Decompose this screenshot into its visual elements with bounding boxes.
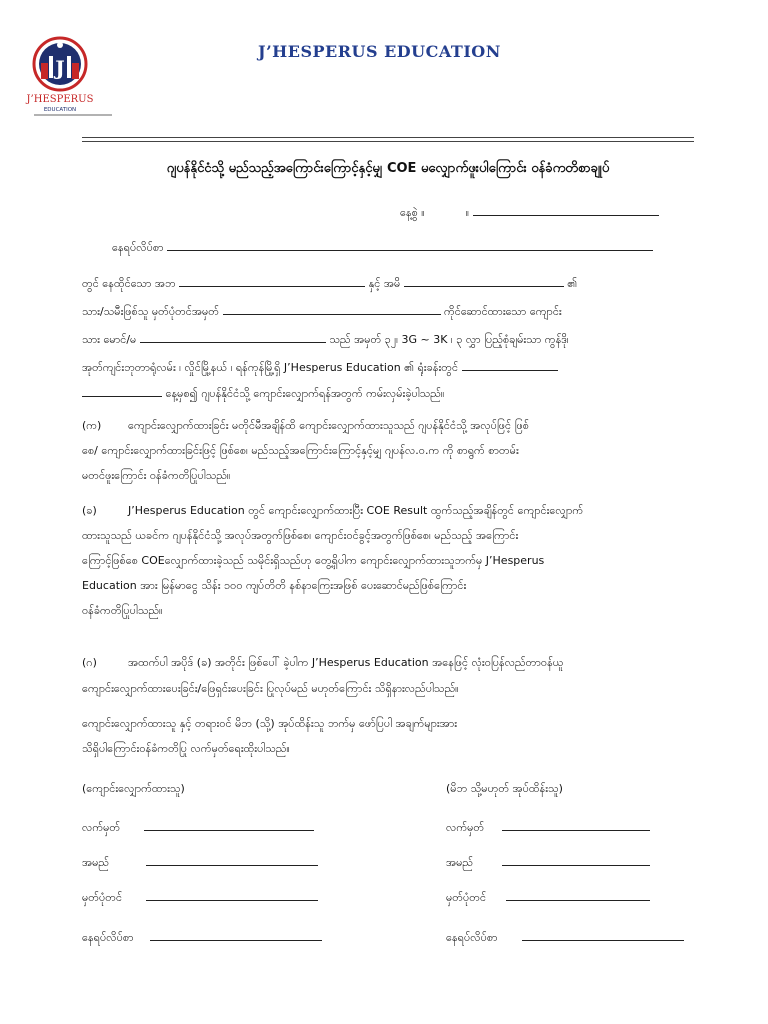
student-address-row bbox=[82, 928, 322, 947]
text-span: နေ့မှစ၍ ဂျပန်နိုင်ငံသို့ ကျောင်းလျှောက်ရန်အတွက် ကမ်းလှမ်းခဲ့ပါသည်။ bbox=[165, 387, 445, 400]
text-span: သား မောင်/မ bbox=[82, 333, 137, 346]
text-span: သား/သမီးဖြစ်သူ မှတ်ပုံတင်အမှတ် bbox=[82, 305, 219, 318]
clause-k-line3: မတင်ဖူးကြောင်း ဝန်ခံကတိပြုပါသည်။ bbox=[82, 469, 231, 482]
guardian-address-row bbox=[446, 928, 684, 947]
text-span: ၏ bbox=[567, 277, 578, 290]
date-separator: ။ bbox=[465, 206, 470, 219]
clause-k-label: (က) bbox=[82, 419, 102, 432]
header-rule-bottom bbox=[82, 141, 694, 142]
name-label: အမည် bbox=[446, 856, 474, 869]
text-span: နှင့် အမိ bbox=[368, 277, 401, 290]
guardian-nrc-row bbox=[446, 888, 650, 907]
company-logo bbox=[16, 32, 112, 118]
student-nrc-blank bbox=[146, 888, 318, 901]
text-span: တွင် နေထိုင်သော အဘ bbox=[82, 277, 176, 290]
guardian-address-blank bbox=[522, 928, 684, 941]
address-blank bbox=[167, 238, 653, 251]
address-sign-label: နေရပ်လိပ်စာ bbox=[446, 931, 498, 944]
clause-kh-line1 bbox=[82, 503, 694, 519]
p1-line3 bbox=[82, 330, 694, 348]
clause-k-line2: စေ/ ကျောင်းလျှောက်ထားခြင်းဖြင့် ဖြစ်စေ၊ မည်သည့်အကြောင်းကြောင့်နှင့်မျှ ဂျပန်လ.ဝ.က ကို စာရွက် စာတမ်း bbox=[82, 444, 519, 457]
nrc-blank bbox=[223, 302, 441, 315]
clause-kh-line2: ထားသူသည် ယခင်က ဂျပန်နိုင်ငံသို့ အလုပ်အတွက်ဖြစ်စေ၊ ကျောင်းဝင်ခွင့်အတွက်ဖြစ်စေ၊ မည်သည့် အကြောင်း bbox=[82, 529, 519, 542]
clause-g-label: (ဂ) bbox=[82, 656, 97, 669]
date-label: နေ့စွဲ ။ bbox=[400, 206, 425, 219]
clause-g-line1 bbox=[82, 655, 694, 671]
student-heading: (ကျောင်းလျှောက်ထားသူ) bbox=[82, 782, 185, 795]
brand-name: J’HESPERUS EDUCATION bbox=[258, 42, 501, 61]
student-name-sign-blank bbox=[146, 853, 318, 866]
svg-text:J: J bbox=[55, 56, 65, 80]
date-row bbox=[400, 203, 700, 221]
clause-kh-line3: ကြောင့်ဖြစ်စေ COEလျှောက်ထားခဲ့သည် သမိုင်းရှိသည်ဟု တွေ့ရှိပါက ကျောင်းလျှောက်ထားသူဘက်မှ J’Hesperus bbox=[82, 554, 545, 567]
nrc-label: မှတ်ပုံတင် bbox=[82, 891, 123, 904]
clause-kh-line4: Education အား မြန်မာငွေ သိန်း ၁၀၀ ကျပ်တိတိ နစ်နာကြေးအဖြစ် ပေးဆောင်မည်ဖြစ်ကြောင်း bbox=[82, 579, 467, 592]
student-signature-row bbox=[82, 818, 314, 837]
header-rule-top bbox=[82, 137, 694, 138]
guardian-heading: (မိဘ သို့မဟုတ် အုပ်ထိန်းသူ) bbox=[446, 782, 563, 795]
clause-kh-label: (ခ) bbox=[82, 504, 97, 517]
p1-line1 bbox=[82, 274, 694, 292]
start-date-blank-2 bbox=[82, 384, 162, 397]
father-name-blank bbox=[179, 274, 365, 287]
svg-text:J’HESPERUS: J’HESPERUS bbox=[26, 94, 94, 105]
text-span: အထက်ပါ အပိုဒ် (ခ) အတိုင်း ဖြစ်ပေါ် ခဲ့ပါက J’Hesperus Education အနေဖြင့် လုံးဝပြန်လည်တာဝန်ယူ bbox=[128, 656, 564, 669]
address-label: နေရပ်လိပ်စာ bbox=[112, 241, 164, 254]
student-name-blank bbox=[140, 330, 326, 343]
p1-line4 bbox=[82, 358, 694, 376]
guardian-nrc-blank bbox=[506, 888, 650, 901]
student-address-blank bbox=[150, 928, 322, 941]
clause-kh-line5: ဝန်ခံကတိပြုပါသည်။ bbox=[82, 604, 163, 617]
closing-line1: ကျောင်းလျှောက်ထားသူ နှင့် တရားဝင် မိဘ (သို့) အုပ်ထိန်းသူ ဘက်မှ ဖော်ပြပါ အချက်များအား bbox=[82, 717, 458, 730]
logo-emblem-icon bbox=[16, 32, 112, 118]
address-row bbox=[112, 238, 692, 256]
svg-text:EDUCATION: EDUCATION bbox=[43, 107, 77, 113]
mother-name-blank bbox=[404, 274, 564, 287]
document-title: ဂျပန်နိုင်ငံသို့ မည်သည့်အကြောင်းကြောင့်နှင့်မျှ COE မလျှောက်ဖူးပါကြောင်း ဝန်ခံကတိစာချုပ် bbox=[166, 161, 610, 176]
start-date-blank bbox=[462, 358, 558, 371]
nrc-label: မှတ်ပုံတင် bbox=[446, 891, 487, 904]
student-nrc-row bbox=[82, 888, 318, 907]
clause-k-line1 bbox=[82, 418, 694, 434]
student-signature-blank bbox=[144, 818, 314, 831]
name-label: အမည် bbox=[82, 856, 110, 869]
signature-label: လက်မှတ် bbox=[82, 821, 121, 834]
guardian-name-blank bbox=[502, 853, 650, 866]
clause-g-line2: ကျောင်းလျှောက်ထားပေးခြင်း/ဖြေရှင်းပေးခြင်း ပြုလုပ်မည် မဟုတ်ကြောင်း သိရှိနားလည်ပါသည်။ bbox=[82, 682, 459, 695]
text-span: ကိုင်ဆောင်ထားသော ကျောင်း bbox=[444, 305, 562, 318]
guardian-signature-blank bbox=[502, 818, 650, 831]
text-span: J’Hesperus Education တွင် ကျောင်းလျှောက်ထားပြီး COE Result ထွက်သည့်အချိန်တွင် ကျောင်းလျှောက် bbox=[128, 504, 584, 517]
date-blank bbox=[473, 203, 659, 216]
guardian-name-row bbox=[446, 853, 650, 872]
text-span: အုတ်ကျင်းဘုတာရုံလမ်း ၊ လှိုင်မြို့နယ် ၊ ရန်ကုန်မြို့ရှိ J’Hesperus Education ၏ ရုံးခန်းတွင် bbox=[82, 361, 459, 374]
closing-line2: သိရှိပါကြောင်းဝန်ခံကတိပြု လက်မှတ်ရေးထိုးပါသည်။ bbox=[82, 742, 290, 755]
text-span: သည် အမှတ် ၃၂၊ 3G ~ 3K ၊ ၃ လွှာ ပြည့်စုံချမ်းသာ ကွန်ဒို၊ bbox=[329, 333, 569, 346]
guardian-signature-row bbox=[446, 818, 650, 837]
signature-label: လက်မှတ် bbox=[446, 821, 485, 834]
p1-line5 bbox=[82, 384, 694, 402]
p1-line2 bbox=[82, 302, 694, 320]
text-span: ကျောင်းလျှောက်ထားခြင်း မတိုင်မီအချိန်ထိ ကျောင်းလျှောက်ထားသူသည် ဂျပန်နိုင်ငံသို့ အလုပ်ဖြင့် ဖြစ် bbox=[128, 419, 529, 432]
student-name-row bbox=[82, 853, 318, 872]
address-sign-label: နေရပ်လိပ်စာ bbox=[82, 931, 134, 944]
